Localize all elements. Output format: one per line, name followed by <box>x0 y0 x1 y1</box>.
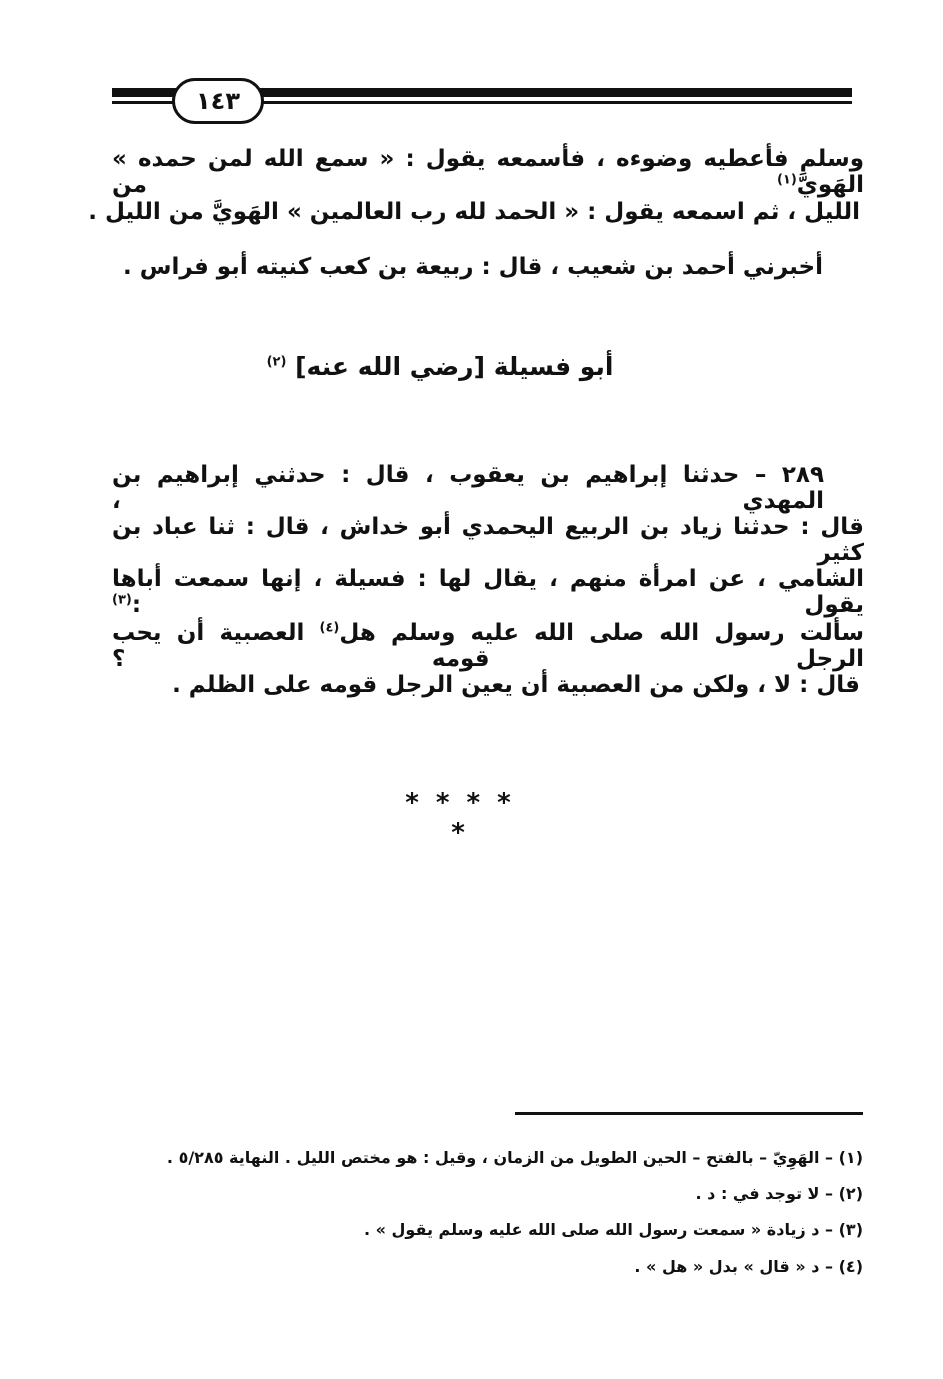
body-text: وسلم فأعطيه وضوءه ، فأسمعه يقول : « سمع الله لمن حمده » الهَويَّ <box>112 146 864 198</box>
section-heading <box>260 352 620 381</box>
hadith-line-3 <box>112 566 864 618</box>
body-text: من <box>112 172 147 198</box>
footnote-ref-4: (٤) <box>319 620 340 636</box>
body-line-2: الليل ، ثم اسمعه يقول : « الحمد لله رب العالمين » الهَويَّ من الليل . <box>88 199 860 225</box>
footnote-ref-3: (٣) <box>112 592 132 608</box>
footnote-2: (٢) – لا توجد في : د . <box>695 1184 863 1203</box>
footnote-ref-2: (٢) <box>266 354 287 370</box>
footnote-4: (٤) – د « قال » بدل « هل » . <box>634 1257 863 1276</box>
hadith-line-1: ٢٨٩ – حدثنا إبراهيم بن يعقوب ، قال : حدثني إبراهيم بن المهدي ، <box>112 462 824 514</box>
footnote-rule <box>515 1112 863 1115</box>
footnote-3: (٣) – د زيادة « سمعت رسول الله صلى الله عليه وسلم يقول » . <box>363 1220 863 1239</box>
hadith-line-5: قال : لا ، ولكن من العصبية أن يعين الرجل قومه على الظلم . <box>172 672 860 698</box>
footnote-1: (١) – الهَوِيّ – بالفتح – الحين الطويل من الزمان ، وقيل : هو مختص الليل . النهاية ٥/٢٨٥ . <box>166 1148 863 1167</box>
body-line-1 <box>112 146 864 198</box>
page-number: ١٤٣ <box>172 78 264 124</box>
footnote-ref-1: (١) <box>776 172 797 188</box>
hadith-line-2: قال : حدثنا زياد بن الربيع اليحمدي أبو خداش ، قال : ثنا عباد بن كثير <box>112 514 864 566</box>
hadith-text: سألت رسول الله صلى الله عليه وسلم هل <box>339 620 864 646</box>
hadith-line-4 <box>112 620 864 672</box>
body-line-3: أخبرني أحمد بن شعيب ، قال : ربيعة بن كعب كنيته أبو فراس . <box>123 254 823 280</box>
hadith-text: الشامي ، عن امرأة منهم ، يقال لها : فسيلة ، إنها سمعت أباها يقول : <box>112 566 864 618</box>
section-separator: * * * * * <box>405 788 515 848</box>
section-heading-text: أبو فسيلة [رضي الله عنه] <box>295 352 614 381</box>
hadith-text: العصبية أن يحب الرجل قومه ؟ <box>112 620 864 672</box>
